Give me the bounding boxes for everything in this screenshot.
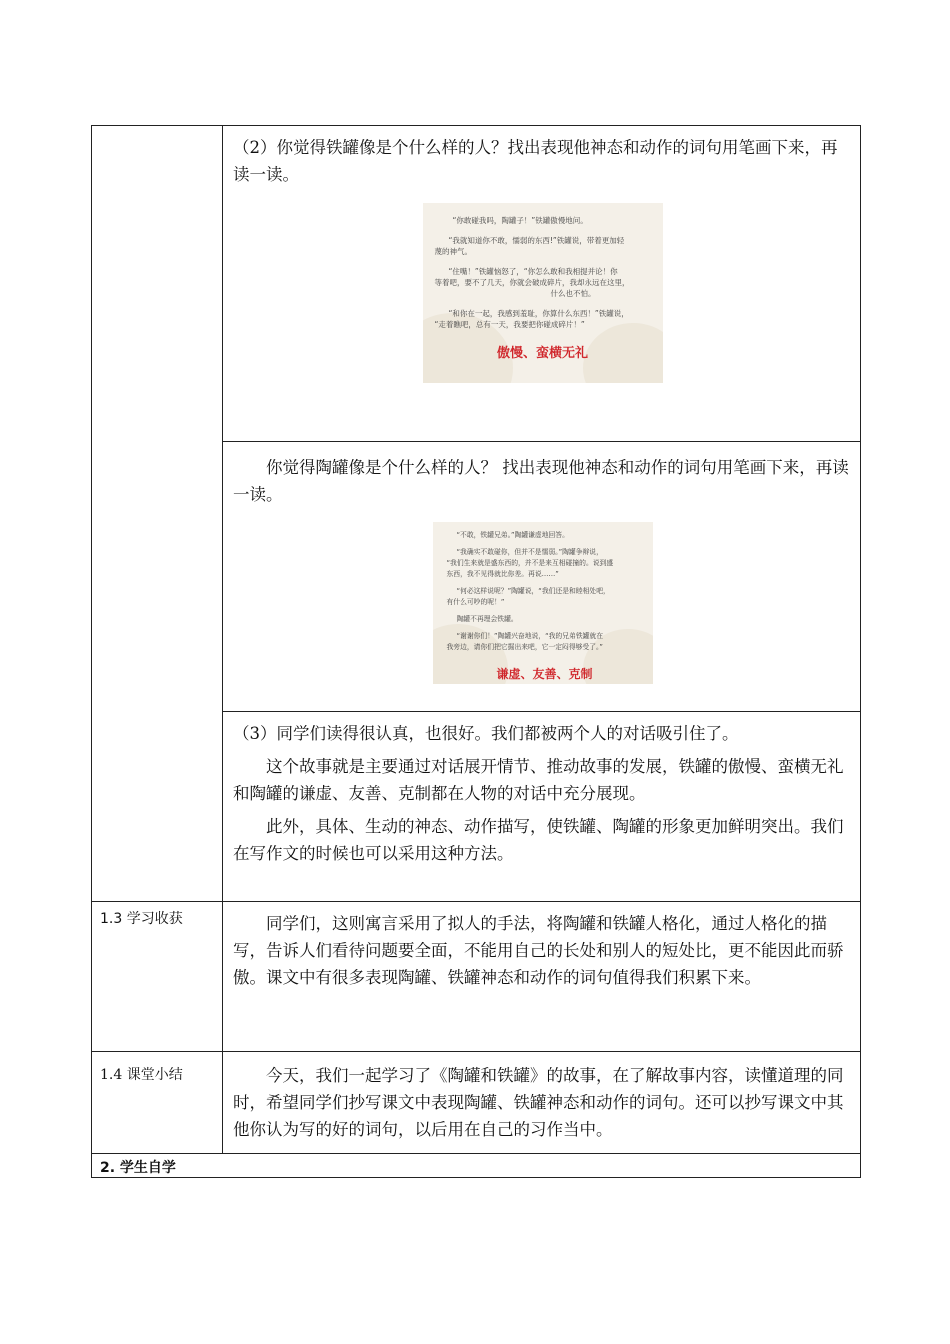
tieguan-cell	[223, 126, 861, 442]
slide-line: “我就知道你不敢，懦弱的东西!”铁罐说，带着更加轻	[448, 236, 625, 245]
dialogue-p1: （3）同学们读得很认真，也很好。我们都被两个人的对话吸引住了。	[233, 724, 739, 743]
slide-line: “你敢碰我吗，陶罐子！”铁罐傲慢地问。	[452, 216, 588, 225]
slide-line: “走着瞧吧，总有一天，我要把你碰成碎片！”	[434, 320, 585, 329]
slide-line: 陶罐不再理会铁罐。	[456, 615, 518, 623]
lesson-table	[91, 125, 861, 1178]
slide-line: 什么也不怕。	[550, 289, 596, 298]
slide-line: 等着吧，要不了几天，你就会破成碎片，我却永远在这里，	[434, 278, 630, 287]
class-summary-label: 1.4 课堂小结	[100, 1067, 183, 1083]
slide-summary: 谦虚、友善、克制	[496, 667, 593, 681]
dialogue-p2: 这个故事就是主要通过对话展开情节、推动故事的发展，铁罐的傲慢、蛮横无礼和陶罐的谦虚、友善、克制都在人物的对话中充分展现。	[233, 757, 844, 803]
tieguan-slide-image	[423, 203, 663, 383]
slide-line: 我旁边，请你们把它掘出来吧，它一定闷得够受了。”	[446, 643, 603, 651]
row-self-study	[92, 1154, 861, 1178]
slide-line: “何必这样说呢？”陶罐说，“我们还是和睦相处吧，	[456, 587, 610, 595]
slide-line: “我确实不敢碰你，但并不是懦弱。”陶罐争辩说，	[456, 548, 603, 556]
tieguan-question: （2）你觉得铁罐像是个什么样的人？找出表现他神态和动作的词句用笔画下来，再读一读。	[233, 138, 838, 184]
dialogue-cell	[223, 712, 861, 902]
dialogue-p3: 此外，具体、生动的神态、动作描写，使铁罐、陶罐的形象更加鲜明突出。我们在写作文的时候也可以采用这种方法。	[233, 817, 844, 863]
learning-gains-text: 同学们，这则寓言采用了拟人的手法，将陶罐和铁罐人格化，通过人格化的描写，告诉人们看待问题要全面，不能用自己的长处和别人的短处比，更不能因此而骄傲。课文中有很多表现陶罐、铁罐神态和动作的词句值得我们积累下来。	[233, 914, 844, 987]
learning-gains-label: 1.3 学习收获	[100, 911, 183, 927]
self-study-heading: 2. 学生自学	[100, 1160, 176, 1176]
taoguan-cell	[223, 442, 861, 712]
row-tieguan	[92, 126, 861, 442]
left-cell-empty	[92, 126, 223, 902]
slide-line: 蔑的神气。	[434, 247, 472, 256]
slide-line: “住嘴！”铁罐恼怒了，“你怎么敢和我相提并论！你	[448, 267, 618, 276]
slide-line: “我们生来就是盛东西的，并不是来互相碰撞的。说到盛	[446, 559, 614, 567]
self-study-cell	[92, 1154, 861, 1178]
class-summary-label-cell	[92, 1052, 223, 1154]
slide-line: “不敢，铁罐兄弟。”陶罐谦虚地回答。	[456, 531, 569, 539]
class-summary-text: 今天，我们一起学习了《陶罐和铁罐》的故事，在了解故事内容，读懂道理的同时，希望同学们抄写课文中表现陶罐、铁罐神态和动作的词句。还可以抄写课文中其他你认为写的好的词句，以后用在自己的习作当中。	[233, 1066, 844, 1139]
taoguan-slide-image	[433, 522, 653, 684]
slide-summary: 傲慢、蛮横无礼	[496, 346, 588, 361]
slide-line: “和你在一起，我感到羞耻，你算什么东西！”铁罐说，	[448, 309, 629, 318]
learning-gains-cell	[223, 902, 861, 1052]
learning-gains-label-cell	[92, 902, 223, 1052]
taoguan-question: 你觉得陶罐像是个什么样的人？ 找出表现他神态和动作的词句用笔画下来，再读一读。	[233, 458, 849, 504]
row-class-summary	[92, 1052, 861, 1154]
slide-line: 有什么可吵的呢！”	[446, 598, 505, 606]
slide-line: “谢谢你们！”陶罐兴奋地说，“我的兄弟铁罐就在	[456, 632, 604, 640]
class-summary-cell	[223, 1052, 861, 1154]
slide-line: 东西，我不见得就比你差。再说……”	[446, 570, 559, 578]
row-learning-gains	[92, 902, 861, 1052]
